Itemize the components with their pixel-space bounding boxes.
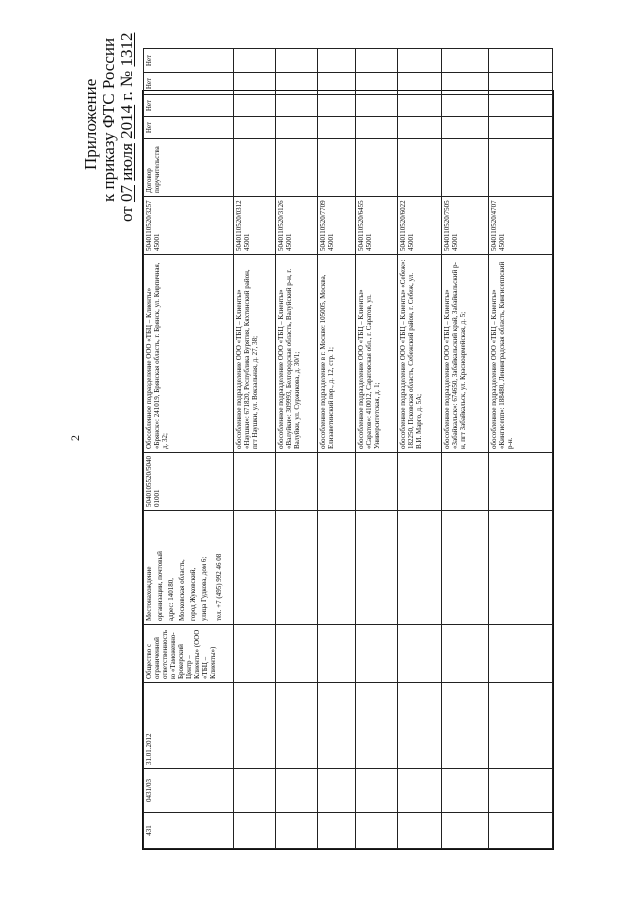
- appendix-from-label: от: [117, 206, 136, 222]
- division-id-cell: 5040110520/312645001: [275, 197, 317, 255]
- table-row: [488, 49, 552, 849]
- location-line: Местонахождение: [145, 566, 153, 621]
- table-row: [275, 49, 317, 849]
- division-id-cell: 5040110520/750545001: [442, 197, 488, 255]
- code-cell: 0431/03: [144, 769, 234, 813]
- date-cell: 31.01.2012: [144, 683, 234, 769]
- registry-table-grid: [143, 48, 553, 849]
- table-row: [144, 49, 234, 849]
- table-row: [398, 49, 442, 849]
- appendix-year-suffix: г.: [117, 91, 136, 101]
- division-id-cell: 5040110520/031245001: [233, 197, 275, 255]
- location-line: улица Гудкова, дом 6;: [200, 556, 208, 621]
- division-id-cell: 5040110520/602245001: [398, 197, 442, 255]
- division-entry: обособленное подразделение в г. Москве: 105005, Москва, Елизаветинский пер., д. 12, стр. 1;: [317, 255, 356, 453]
- registry-table: [142, 54, 554, 850]
- organization-cell: Общество с ограниченной ответственностью «Таможенно-Брокерский Центр – Клиенты» (ООО «ТБЦ – Клиенты»): [144, 625, 234, 683]
- division-id-cell: 5040110520/470745001: [488, 197, 552, 255]
- appendix-order-reference: к приказу ФТС России: [99, 37, 118, 202]
- division-entry: обособленное подразделение ООО «ТБЦ – Клиенты» «Себеж»: 182250, Псковская область, Себежский район, г. Себеж, ул. В.И. Марго, д. 5А;: [398, 255, 442, 453]
- division-entry: обособленное подразделение ООО «ТБЦ – Клиенты» «Саратов»: 410012, Саратовская обл., г. Саратов, ул. Университетская, д. 1;: [356, 255, 398, 453]
- division-id-cell: 5040110520/645545001: [356, 197, 398, 255]
- appendix-date-number-line: [118, 30, 136, 240]
- divisions-cell: [144, 255, 234, 453]
- appendix-day: 07: [117, 185, 136, 203]
- table-row: [442, 49, 488, 849]
- phone-line: тел. +7 (495) 992 46 08: [215, 553, 223, 621]
- appendix-number: 1312: [117, 32, 136, 67]
- table-row: [356, 49, 398, 849]
- division-entry: обособленное подразделение ООО «ТБЦ – Клиенты» «Кингисепп»: 188480, Ленинградская область, Кингисеппский р-н.: [488, 255, 552, 453]
- table-row: [317, 49, 356, 849]
- contract-cell: Договор поручительства: [144, 139, 234, 197]
- row-number-cell: 431: [144, 813, 234, 849]
- location-line: Московская область,: [178, 559, 186, 621]
- appendix-year: 2014: [117, 104, 136, 139]
- no-cell: Нет: [144, 117, 234, 139]
- page-number: 2: [68, 435, 82, 441]
- appendix-month: июля: [117, 143, 136, 181]
- location-line: организации, почтовый: [156, 551, 164, 621]
- appendix-title: Приложение: [81, 78, 100, 170]
- location-line: город Жуковский,: [189, 567, 197, 621]
- location-line: адрес: 140180,: [167, 577, 175, 621]
- rotated-landscape-content: [0, 30, 640, 850]
- table-row: [233, 49, 275, 849]
- no-cell: Нет: [144, 95, 234, 117]
- no-cell: Нет: [144, 49, 234, 73]
- appendix-number-label: №: [117, 70, 136, 88]
- division-entry: обособленное подразделение ООО «ТБЦ – Клиенты» «Забайкальск»: 674650, Забайкальский край, Забайкальский р-н, пгт Забайкальск, ул. Красноармейская, д. 5;: [442, 255, 488, 453]
- location-cell: [144, 511, 234, 625]
- no-cell: Нет: [144, 73, 234, 95]
- division-entry: обособленное подразделение ООО «ТБЦ – Клиенты» «Наушки»: 671820, Республика Бурятия, Кяхтинский район, пгт Наушки, ул. Вокзальная, д. 27, 38;: [233, 255, 275, 453]
- division-entry: Обособленное подразделение ООО «ТБЦ – Клиенты» «Брянск»: 241019, Брянская область, г. Брянск, ул. Кирпичная, д. 32;: [145, 262, 169, 449]
- division-id-cell: 5040110520/770945001: [317, 197, 356, 255]
- division-entry: обособленное подразделение ООО «ТБЦ – Клиенты» «Валуйки»: 309993, Белгородская область, Валуйский р-н, г. Валуйки, ул. Суржикова, д. 30/1;: [275, 255, 317, 453]
- main-id-cell: 5040105520/504001001: [144, 453, 234, 511]
- location-lines: [145, 514, 223, 621]
- division-id-cell: 5040110520/325745001: [144, 197, 234, 255]
- appendix-header: [82, 30, 136, 240]
